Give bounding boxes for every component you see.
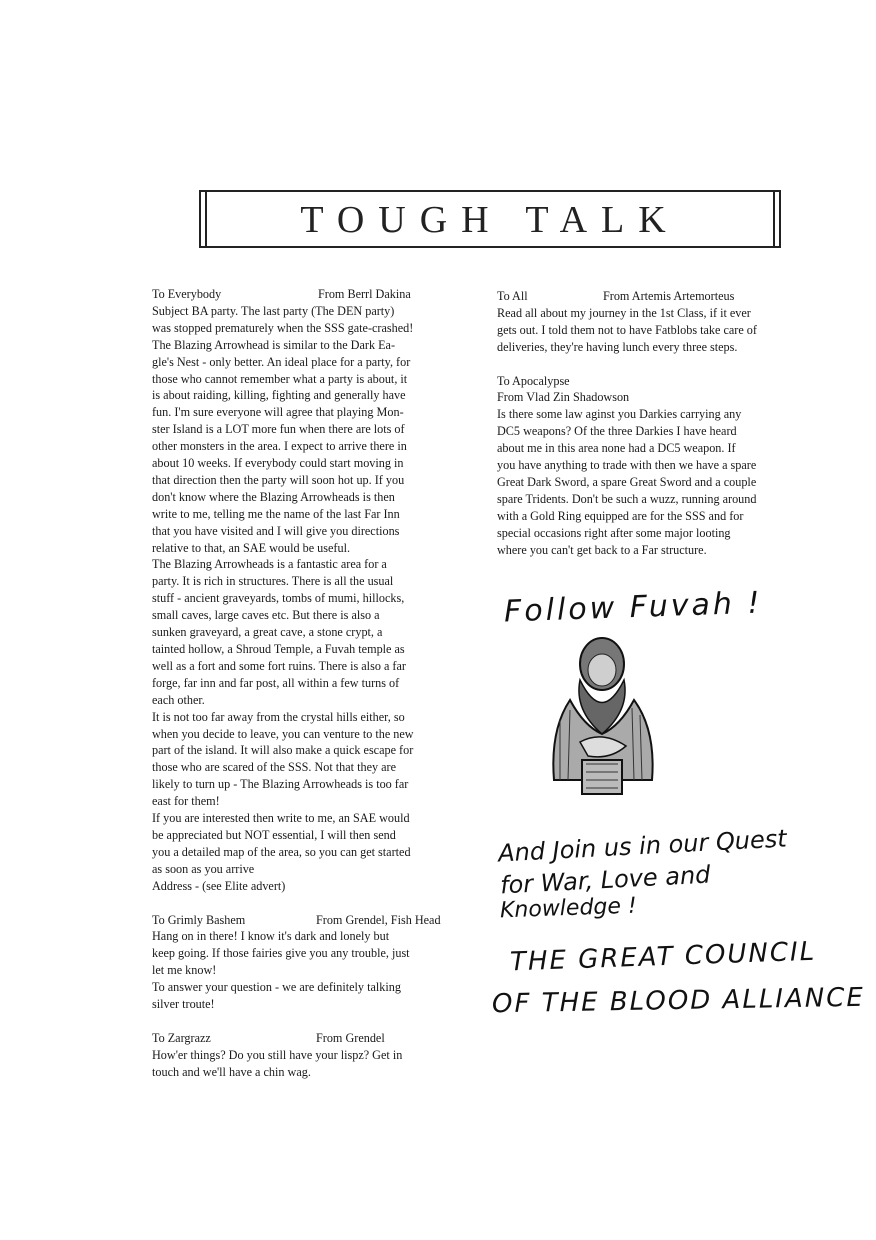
page-title: TOUGH TALK (300, 199, 680, 241)
letter-line: that direction then the party will soon hot up. If you (152, 472, 405, 487)
letter-line: The Blazing Arrowhead is similar to the Dark Ea- (152, 337, 395, 352)
letter-body (497, 406, 817, 558)
letter-line: To answer your question - we are definitely talking (152, 980, 401, 995)
letter-body (152, 928, 470, 1013)
letter-line: gets out. I told them not to have Fatblobs take care of (497, 322, 757, 337)
advert-signature: THE GREAT COUNCIL (509, 936, 817, 978)
handwritten-advert (490, 585, 866, 1030)
letter-recipient: To Everybody (152, 287, 222, 301)
letter-line: you a detailed map of the area, so you can get started (152, 844, 411, 859)
letter (497, 288, 817, 356)
letter-line: sunken graveyard, a great cave, a stone crypt, a (152, 625, 383, 640)
letter-line: The Blazing Arrowheads is a fantastic area for a (152, 557, 387, 572)
letter-line: Is there some law aginst you Darkies carrying any (497, 407, 742, 422)
letter-recipient: To Zargrazz (152, 1030, 211, 1045)
letter-line: How'er things? Do you still have your lispz? Get in (152, 1047, 403, 1062)
letter-header (152, 1030, 470, 1047)
letter-line: Great Dark Sword, a spare Great Sword and a couple (497, 474, 757, 489)
letter-sender: From Berrl Dakina (318, 287, 411, 301)
letter-header (497, 288, 817, 305)
letter-line: gle's Nest - only better. An ideal place for a party, for (152, 354, 411, 369)
letter-line: other monsters in the area. I expect to arrive there in (152, 439, 407, 454)
letter-line: well as a fort and some fort ruins. There is also a far (152, 658, 406, 673)
letter-line: you have anything to trade with then we have a spare (497, 458, 757, 472)
letter-line: ster Island is a LOT more fun when there are lots of (152, 422, 405, 437)
letter-line: deliveries, they're having lunch every three steps. (497, 339, 738, 354)
letter-line: each other. (152, 692, 205, 707)
letter-line: tainted hollow, a Shroud Temple, a Fuvah temple as (152, 642, 405, 657)
letter-header (497, 373, 817, 390)
letter-line: keep going. If those fairies give you any trouble, just (152, 946, 410, 961)
right-column (497, 288, 817, 575)
letter-recipient: To Apocalypse (497, 373, 570, 388)
letter-line: fun. I'm sure everyone will agree that playing Mon- (152, 405, 404, 420)
letter-line: DC5 weapons? Of the three Darkies I have heard (497, 424, 737, 439)
letter-line: If you are interested then write to me, an SAE would (152, 811, 410, 826)
letter-line: is about raiding, killing, fighting and generally have (152, 388, 406, 403)
letter-line: when you decide to leave, you can venture to the new (152, 726, 414, 741)
letter-line: write to me, telling me the name of the last Far Inn (152, 506, 400, 521)
letter-line: Subject BA party. The last party (The DEN party) (152, 303, 395, 318)
letter-line: let me know! (152, 963, 217, 978)
letter-header (497, 389, 817, 406)
letter-line: Read all about my journey in the 1st Class, if it ever (497, 305, 751, 320)
letter-line: spare Tridents. Don't be such a wuzz, running around (497, 491, 757, 506)
letter-line: east for them! (152, 794, 220, 809)
letter-line: forge, far inn and far post, all within a few turns of (152, 675, 400, 690)
advert-line: And Join us in our Quest (497, 824, 788, 868)
letter-line: Hang on in there! I know it's dark and lonely but (152, 929, 390, 944)
letter (152, 1030, 470, 1081)
letter-line: was stopped prematurely when the SSS gate-crashed! (152, 320, 414, 335)
letter-sender: From Vlad Zin Shadowson (497, 390, 630, 405)
letter-line: It is not too far away from the crystal hills either, so (152, 709, 405, 724)
letter-header (152, 286, 470, 303)
letter-sender: From Artemis Artemorteus (603, 289, 735, 303)
letter-line: about 10 weeks. If everybody could start moving in (152, 456, 404, 471)
letter-body (152, 1047, 470, 1081)
letter-sender: From Grendel (316, 1030, 385, 1045)
bearded-figure-illustration (540, 630, 670, 800)
letter-line: small caves, large caves etc. But there is also a (152, 608, 380, 623)
left-column (152, 286, 470, 1097)
letter-line: don't know where the Blazing Arrowheads is then (152, 489, 395, 504)
letter-line: party. It is rich in structures. There is all the usual (152, 574, 394, 589)
letter-line: special occasions right after some major looting (497, 525, 731, 540)
letter-line: touch and we'll have a chin wag. (152, 1064, 311, 1079)
letter-line: where you can't get back to a Far structure. (497, 542, 707, 557)
advert-line: for War, Love and (499, 860, 712, 900)
letter-recipient: To All (497, 289, 528, 303)
advert-line: Knowledge ! (499, 893, 638, 924)
letter-line: be appreciated but NOT essential, I will then send (152, 827, 396, 842)
letter (497, 373, 817, 559)
letter-line: silver troute! (152, 997, 215, 1012)
letter-body (152, 303, 470, 895)
letter-recipient: To Grimly Bashem (152, 912, 246, 927)
advert-headline: Follow Fuvah ! (503, 585, 764, 630)
letter-line: with a Gold Ring equipped are for the SSS and for (497, 508, 744, 523)
letter-header (152, 912, 470, 929)
letter-line: part of the island. It will also make a quick escape for (152, 743, 414, 758)
letter-line: Address - (see Elite advert) (152, 878, 286, 893)
letter-line: stuff - ancient graveyards, tombs of mumi, hillocks, (152, 591, 405, 606)
letter-line: likely to turn up - The Blazing Arrowheads is too far (152, 777, 409, 792)
letter-line: that you have visited and I will give you directions (152, 523, 400, 538)
advert-signature: OF THE BLOOD ALLIANCE (491, 982, 866, 1020)
letter-sender: From Grendel, Fish Head (316, 912, 441, 927)
letter (152, 912, 470, 1013)
letter (152, 286, 470, 895)
letter-line: relative to that, an SAE would be useful. (152, 540, 350, 555)
letter-body (497, 305, 817, 356)
title-box (199, 190, 781, 248)
letter-line: those who are scared of the SSS. Not that they are (152, 760, 397, 775)
letter-line: as soon as you arrive (152, 861, 255, 876)
letter-line: about me in this area none had a DC5 weapon. If (497, 441, 736, 456)
letter-line: those who cannot remember what a party is about, it (152, 371, 408, 386)
